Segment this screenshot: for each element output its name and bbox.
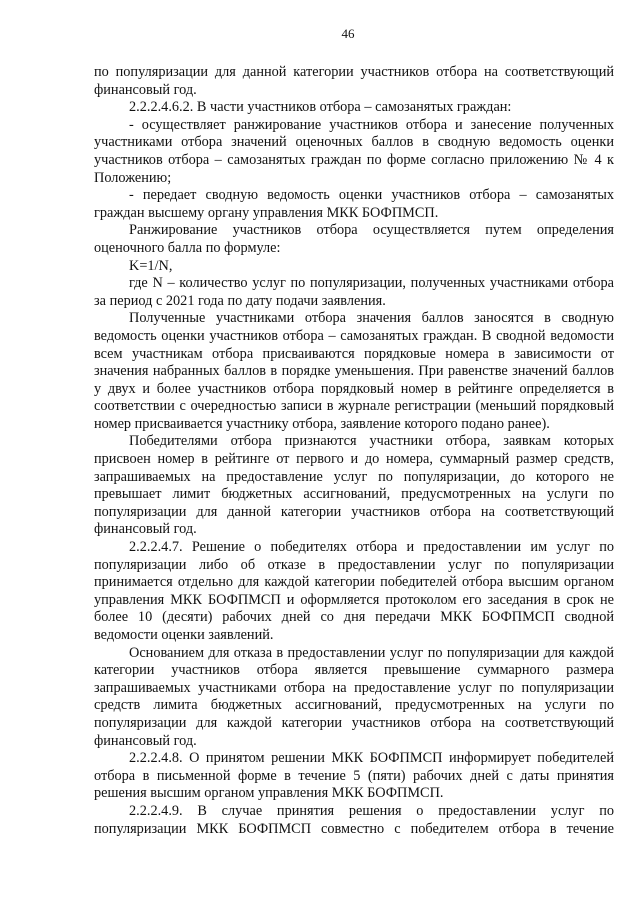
paragraph: Основанием для отказа в предоставлении услуг по популяризации для каждой категории участников отбора является превышение суммарного размера запрашиваемых участниками отбора на предоставление услуг по популяризации средств лимита бюджетных ассигнований, предусмотренных на услуги по популяризации для каждой категории участников отбора на соответствующий финансовый год. xyxy=(94,644,614,749)
document-body xyxy=(94,64,614,838)
paragraph: 2.2.2.4.8. О принятом решении МКК БОФПМСП информирует победителей отбора в письменной форме в течение 5 (пяти) рабочих дней с даты принятия решения высшим органом управления МКК БОФПМСП. xyxy=(94,750,614,802)
paragraph: где N – количество услуг по популяризации, полученных участниками отбора за период с 2021 года по дату подачи заявления. xyxy=(94,275,614,309)
paragraph: Победителями отбора признаются участники отбора, заявкам которых присвоен номер в рейтинге от первого и до номера, суммарный размер средств, запрашиваемых на предоставление услуг по популяризации, до которого не превышает лимит бюджетных ассигнований, предусмотренных на услуги по популяризации для данной категории участников отбора на соответствующий финансовый год. xyxy=(94,433,614,538)
page-number: 46 xyxy=(341,26,355,41)
paragraph: K=1/N, xyxy=(129,257,173,274)
paragraph: 2.2.2.4.6.2. В части участников отбора – самозанятых граждан: xyxy=(129,99,512,116)
paragraph: по популяризации для данной категории участников отбора на соответствующий финансовый год. xyxy=(94,64,614,98)
paragraph: Полученные участниками отбора значения баллов заносятся в сводную ведомость оценки участников отбора – самозанятых граждан. В сводной ведомости всем участникам отбора присваиваются порядковые номера в зависимости от значения набранных баллов в порядке уменьшения. При равенстве значений баллов у двух и более участников отбора порядковый номер в рейтинге определяется в соответствии с очередностью записи в журнале регистрации (меньший порядковый номер присваивается участнику отбора, заявление которого подано ранее). xyxy=(94,310,614,432)
paragraph: Ранжирование участников отбора осуществляется путем определения оценочного балла по формуле: xyxy=(94,222,614,256)
paragraph: 2.2.2.4.7. Решение о победителях отбора и предоставлении им услуг по популяризации либо об отказе в предоставлении услуг по популяризации принимается отдельно для каждой категории победителей отбора высшим органом управления МКК БОФПМСП и оформляется протоколом его заседания в срок не более 10 (десяти) рабочих дней со дня передачи МКК БОФПМСП сводной ведомости оценки заявлений. xyxy=(94,539,614,643)
paragraph: 2.2.2.4.9. В случае принятия решения о предоставлении услуг по популяризации МКК БОФПМСП совместно с победителем отбора в течение xyxy=(94,802,614,837)
paragraph: - осуществляет ранжирование участников отбора и занесение полученных участниками отбора значений оценочных баллов в сводную ведомость оценки участников отбора – самозанятых граждан по форме согласно приложению № 4 к Положению; xyxy=(94,116,614,186)
paragraph: - передает сводную ведомость оценки участников отбора – самозанятых граждан высшему органу управления МКК БОФПМСП. xyxy=(94,187,614,221)
